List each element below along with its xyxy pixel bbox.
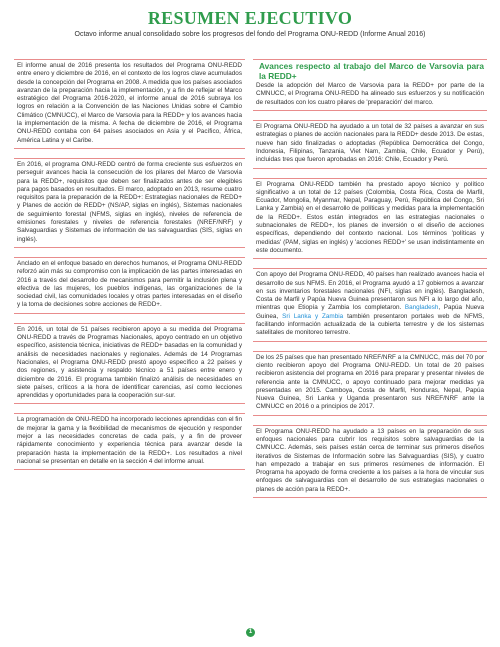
nfms-text-b: , Papúa Nueva Guinea, (256, 304, 485, 320)
paragraph-alignment: Desde la adopción del Marco de Varsovia para la REDD+ por parte de la CMNUCC, el Programa ONU-REDD ha alineado sus esfuerzos y su notificación de resultados con los cuatro pilares de 'preparación' del marco. (256, 82, 484, 106)
paragraph-intro: El informe anual de 2016 presenta los resultados del Programa ONU-REDD entre enero y diciembre de 2016, en el contexto de los logros clave acumulados desde la concepción del Programa en 2008. A medida que los países asociados avanzan de la preparación hacia la implementación, y a fin de reflejar el Marco estratégico del Programa 2016-2020, el informe anual de 2016 subraya los logros en relación a la Convención de las Naciones Unidas sobre el Cambio Climático (CMNUCC), el Marco de Varsovia para la REDD+ y los avances hacia la implementación de la misma. A fecha de diciembre de 2016, el Programa ONU-REDD contaba con 64 países asociados en Asia y el Pacífico, África, América Latina y el Caribe. (14, 59, 245, 149)
paragraph-reference-levels: De los 25 países que han presentado NREF/NRF a la CMNUCC, más del 70 por ciento recibieron apoyo del Programa ONU-REDD. Un total de 20 países recibieron asistencia del programa en 2016 para preparar y presentar niveles de referencia ante la CMNUCC, o apoyo continuado para mejorar medidas ya presentadas en 2015. Camboya, Costa de Marfil, Honduras, Nepal, Papúa Nueva Guinea, Sri Lanka y Uganda presentaron sus NREF/NRF ante la CMNUCC en 2016 o a principios de 2017. (253, 351, 487, 416)
section-warsaw-progress (253, 59, 487, 111)
left-column (14, 59, 245, 631)
page-number: 1 (246, 628, 255, 637)
highlight-sri-lanka-zambia: Sri Lanka y Zambia (282, 312, 344, 320)
paragraph-safeguards: El Programa ONU-REDD ha ayudado a 13 países en la preparación de sus enfoques nacionales para cubrir los requisitos sobre salvaguardias de la CMNUCC. Además, seis países están cerca de terminar sus primeros diseños iterativos de Sistemas de Información sobre las Salvaguardias (SIS), y cuatro han empezado a trabajar en sus primeros resúmenes de información. El Programa ha apoyado de forma creciente a los países a la hora de vincular sus enfoques de salvaguardias con el desarrollo de sus estrategias nacionales o planes de acción para la REDD+. (253, 425, 487, 498)
nfms-text-a: Con apoyo del Programa ONU-REDD, 40 países han realizado avances hacia el desarrollo de sus NFMS. En 2016, el Programa ayudó a 17 gobiernos a avanzar en sus inventarios forestales nacionales (NFI, siglas en inglés). Bangladesh, Costa de Marfil y Papúa Nueva Guinea presentaron sus NFI a lo largo del año, mientras que Etiopía y Zambia los completaron. (256, 271, 484, 312)
paragraph-warsaw-framework: En 2016, el programa ONU-REDD centró de forma creciente sus esfuerzos en perseguir avances hacia la consecución de los pilares del Marco de Varsovia para la REDD+, requisitos que deben ser finalizados antes de ser elegibles para pagos basados en resultados. El marco, adoptado en 2013, resume cuatro requisitos para la preparación de la REDD+: Estrategias nacionales de REDD+ y Planes de acción de REDD+ (NS/AP, siglas en inglés), Sistemas nacionales de seguimiento forestal (NFMS, siglas en inglés), niveles de referencia de emisiones forestales y niveles de referencia forestales (NREF/NRF) y Salvaguardias y Sistemas de información de las salvaguardias (SIS, siglas en inglés). (14, 158, 245, 248)
paragraph-country-support: En 2016, un total de 51 países recibieron apoyo a su medida del Programa ONU-REDD a través de Programas Nacionales, apoyo centrado en un objetivo específico, asistencia técnica, iniciativas de REDD+ basadas en la comunidad y análisis de necesidades nacionales y regionales. Además de 14 Programas Nacionales, el Programa ONU-REDD prestó apoyo específico a 22 países y dos regiones, y asistencia y respaldo técnico a 51 países entre enero y diciembre de 2016. El programa también finalizó análisis de necesidades en siete países, críticos a la hora de identificar carencias, así como lecciones aprendidas y oportunidades para la cooperación sur-sur. (14, 323, 245, 405)
nfms-text-c: también presentaron portales web de NFMS, facilitando información actualizada de la cubierta terrestre y de los sistemas satelitales de monitoreo terrestre. (256, 312, 484, 337)
paragraph-human-rights: Anclado en el enfoque basado en derechos humanos, el Programa ONU-REDD reforzó aún más su compromiso con la implicación de las partes interesadas en 2016 a través del desarrollo de mecanismos para permitir la inclusión plena y efectiva de las mujeres, los pueblos indígenas, las organizaciones de la sociedad civil, las comunidades locales y otras partes interesadas en el diseño y la toma de decisiones sobre acciones de REDD+. (14, 257, 245, 314)
paragraph-lessons-learned: La programación de ONU-REDD ha incorporado lecciones aprendidas con el fin de mejorar la gama y la flexibilidad de mecanismos de ejecución y responder mejor a las necesidades concretas de cada país, y a fin de proveer rápidamente conocimiento y experiencia técnica para avanzar desde la preparación hasta la implementación de la REDD+. Los resultados a nivel nacional se presentan en detalle en la sección 4 del informe anual. (14, 413, 245, 470)
right-column (253, 59, 487, 631)
page-subtitle: Octavo informe anual consolidado sobre los progresos del fondo del Programa ONU-REDD (Informe Anual 2016) (74, 31, 426, 38)
highlight-bangladesh: Bangladesh (404, 304, 439, 312)
paragraph-nfms (253, 268, 487, 341)
paragraph-national-strategies: El Programa ONU-REDD ha ayudado a un total de 32 países a avanzar en sus estrategias o planes de acción nacionales para la REDD+ desde 2013. De estas, nueve han sido finalizadas o adoptadas (República Democrática del Congo, Indonesia, Filipinas, Tanzania, Viet Nam, Zambia, Chile, Ecuador y Perú), incluidas tres que fueron aprobadas en 2016: Chile, Ecuador y Perú. (253, 120, 487, 168)
page-title: RESUMEN EJECUTIVO (147, 8, 353, 28)
section-title: Avances respecto al trabajo del Marco de Varsovia para la REDD+ (259, 61, 484, 81)
paragraph-policies-measures: El Programa ONU-REDD también ha prestado apoyo técnico y político significativo a un total de 12 países (Colombia, Costa Rica, Costa de Marfil, Ecuador, Mongolia, Myanmar, Nepal, Paraguay, Perú, República del Congo, Sri Lanka y Zambia) en el desarrollo de políticas y medidas para la implementación de la REDD+. Estos están integrados en las estrategias nacionales o subnacionales de REDD+, los planes de inversión o el diseño de acciones específicas, dependiendo del contexto nacional. Los términos 'políticas y medidas' (PAM, siglas en inglés) y 'acciones REDD+' se usan indistintamente en este documento. (253, 178, 487, 260)
